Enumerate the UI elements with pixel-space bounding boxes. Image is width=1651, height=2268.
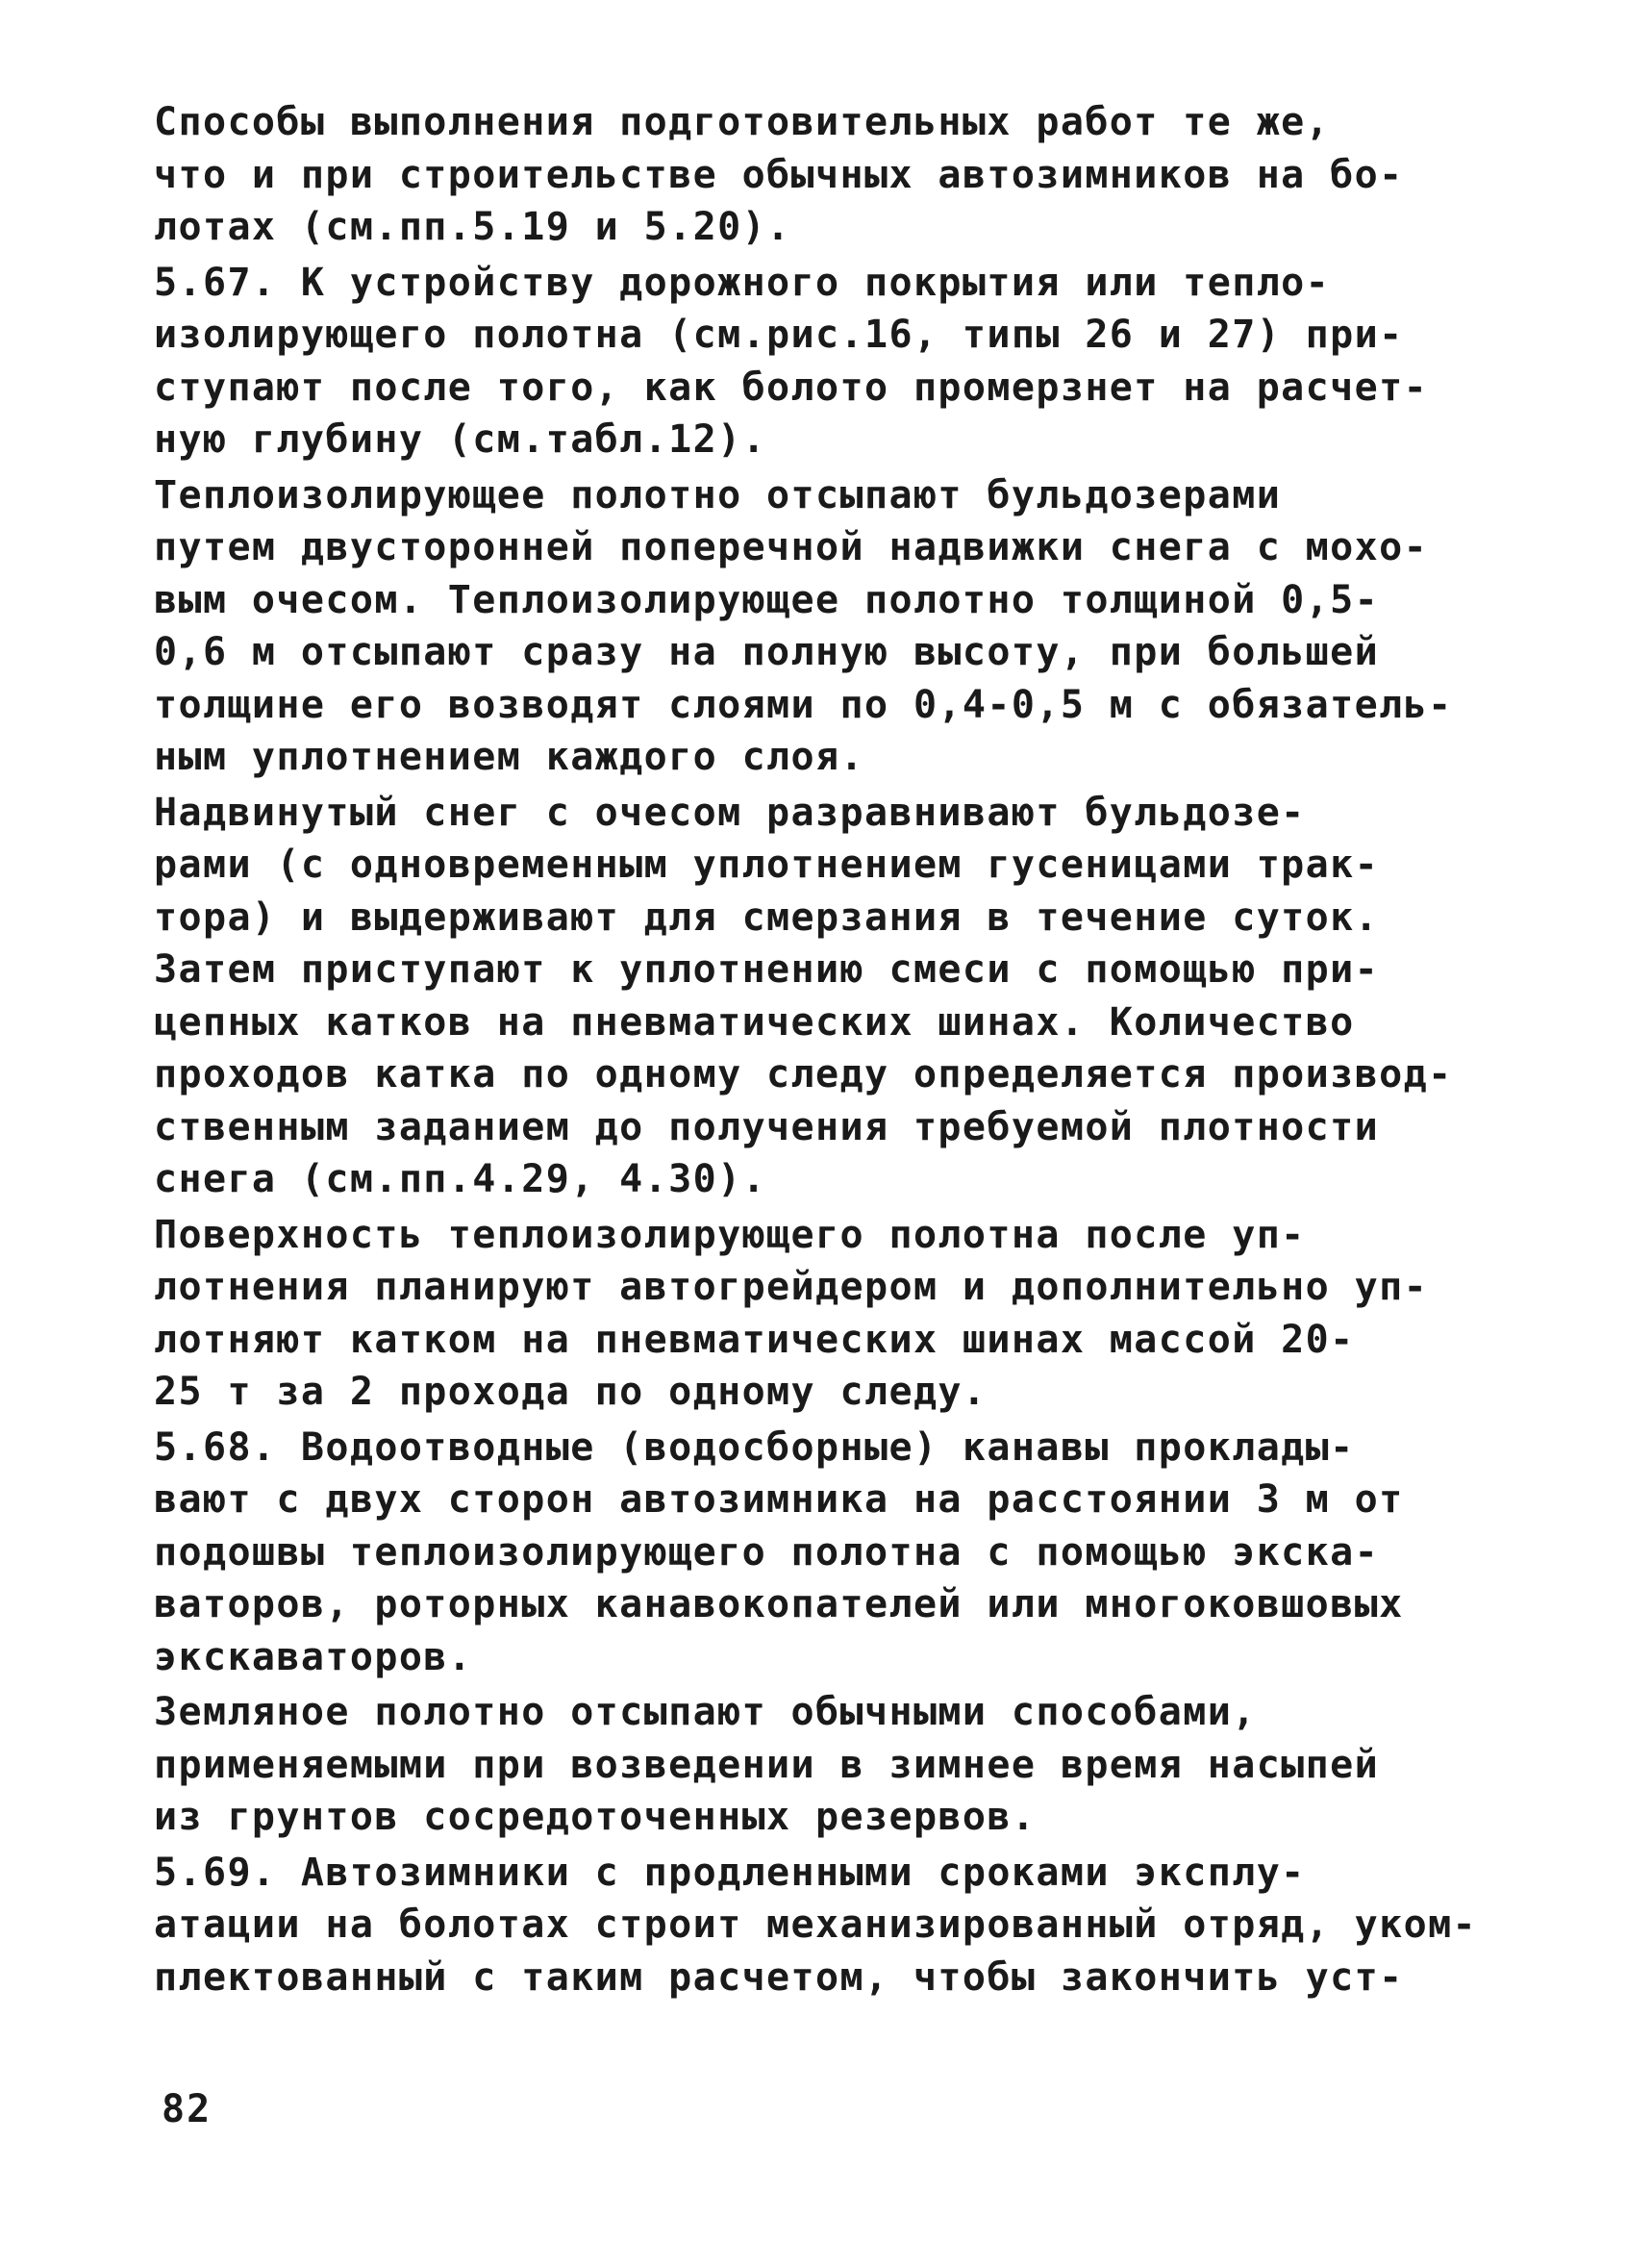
text-line: цепных катков на пневматических шинах. Количество [154, 999, 1355, 1045]
text-line: из грунтов сосредоточенных резервов. [154, 1795, 1037, 1839]
text-line: толщине его возводят слоями по 0,4-0,5 м с обязатель- [154, 682, 1453, 727]
text-line: ным уплотнением каждого слоя. [154, 735, 864, 779]
text-line: ваторов, роторных канавокопателей или многоковшовых [154, 1582, 1404, 1626]
text-line: изолирующего полотна (см.рис.16, типы 26 и 27) при- [154, 313, 1404, 357]
paragraph [154, 469, 1519, 784]
paragraph [154, 1209, 1519, 1419]
text-line: 5.69. Автозимники с продленными сроками эксплу- [154, 1850, 1306, 1895]
text-line: 0,6 м отсыпают сразу на полную высоту, при большей [154, 630, 1380, 674]
text-line: лотняют катком на пневматических шинах массой 20- [154, 1317, 1355, 1362]
text-line: Способы выполнения подготовительных работ те же, [154, 100, 1331, 144]
text-line: 5.67. К устройству дорожного покрытия или тепло- [154, 260, 1331, 305]
text-line: Затем приступают к уплотнению смеси с помощью при- [154, 947, 1380, 992]
text-line: лотнения планируют автогрейдером и дополнительно уп- [154, 1265, 1429, 1309]
paragraph [154, 1847, 1519, 2004]
text-line: применяемыми при возведении в зимнее время насыпей [154, 1742, 1380, 1787]
paragraph [154, 257, 1519, 466]
text-line: лотах (см.пп.5.19 и 5.20). [154, 205, 791, 249]
text-line: Надвинутый снег с очесом разравнивают бульдозе- [154, 790, 1306, 835]
text-line: ственным заданием до получения требуемой плотности [154, 1104, 1380, 1149]
text-line: плектованный с таким расчетом, чтобы закончить уст- [154, 1954, 1404, 2000]
paragraph [154, 1686, 1519, 1844]
text-line: подошвы теплоизолирующего полотна с помощью экска- [154, 1529, 1380, 1575]
text-line: Теплоизолирующее полотно отсыпают бульдозерами [154, 472, 1282, 517]
text-line: атации на болотах строит механизированный отряд, уком- [154, 1903, 1478, 1947]
text-line: Поверхность теплоизолирующего полотна после уп- [154, 1212, 1306, 1257]
text-line: ную глубину (см.табл.12). [154, 417, 767, 462]
body-text [154, 96, 1519, 2003]
text-line: вают с двух сторон автозимника на расстоянии 3 м от [154, 1477, 1404, 1522]
paragraph [154, 1422, 1519, 1684]
text-line: 25 т за 2 прохода по одному следу. [154, 1370, 988, 1414]
page-number: 82 [162, 2087, 213, 2131]
text-line: что и при строительстве обычных автозимников на бо- [154, 152, 1404, 197]
text-line: тора) и выдерживают для смерзания в течение суток. [154, 895, 1380, 940]
text-line: путем двусторонней поперечной надвижки снега с мохо- [154, 525, 1429, 569]
text-line: Земляное полотно отсыпают обычными способами, [154, 1690, 1257, 1734]
text-line: ступают после того, как болото промерзнет на расчет- [154, 365, 1429, 410]
text-line: проходов катка по одному следу определяется производ- [154, 1052, 1453, 1096]
text-line: снега (см.пп.4.29, 4.30). [154, 1157, 767, 1201]
text-line: экскаваторов. [154, 1634, 473, 1679]
text-line: рами (с одновременным уплотнением гусеницами трак- [154, 843, 1380, 887]
paragraph [154, 96, 1519, 254]
text-line: вым очесом. Теплоизолирующее полотно толщиной 0,5- [154, 577, 1380, 622]
text-line: 5.68. Водоотводные (водосборные) канавы проклады- [154, 1424, 1355, 1470]
paragraph [154, 787, 1519, 1206]
